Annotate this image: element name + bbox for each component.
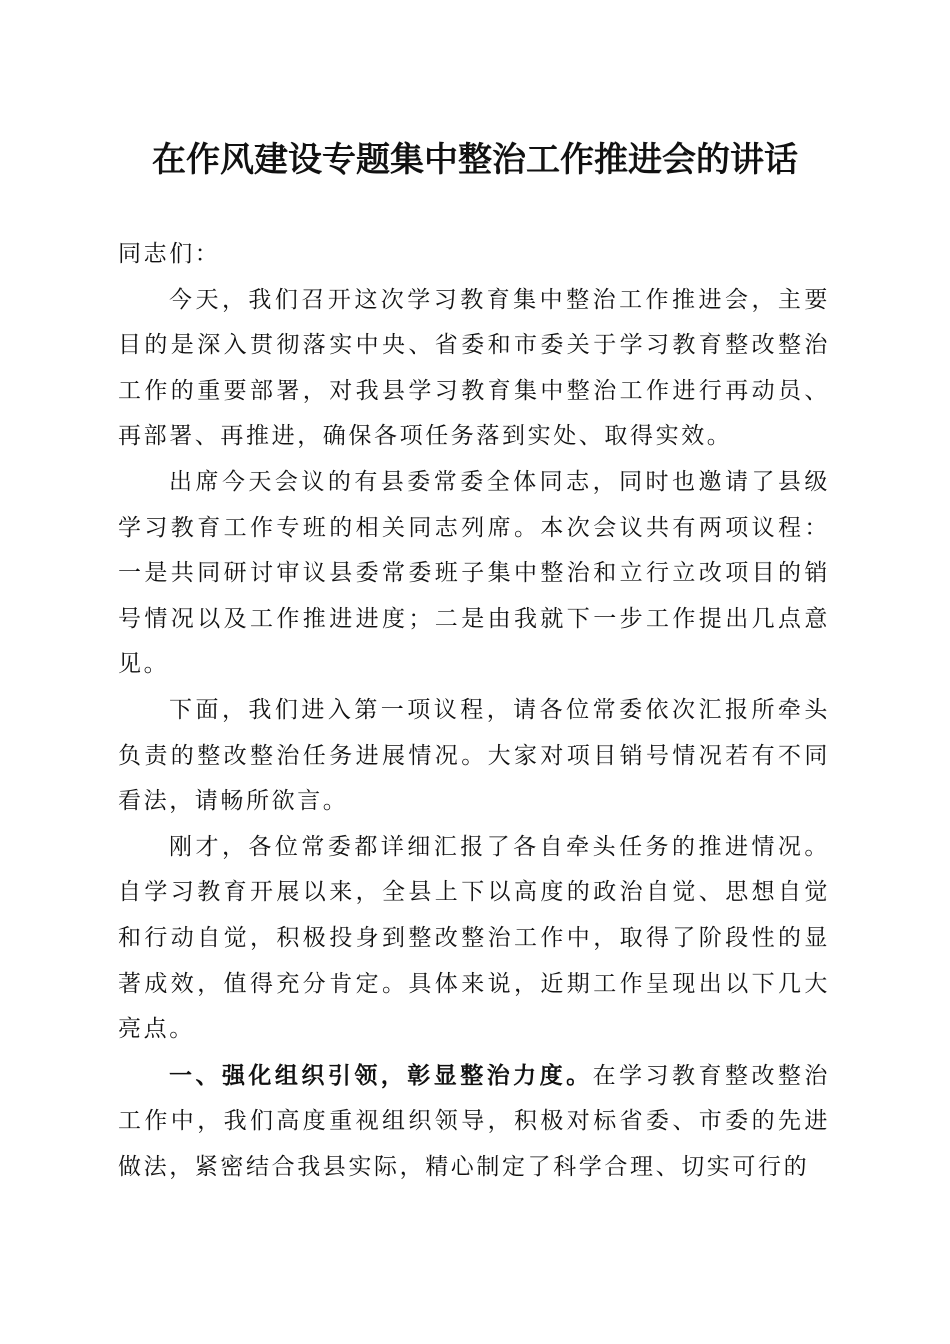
paragraph-5 — [118, 1053, 830, 1191]
paragraph-text: 出席今天会议的有县委常委全体同志，同时也邀请了县级学习教育工作专班的相关同志列席。本次会议共有两项议程：一是共同研讨审议县委常委班子集中整治和立行立改项目的销号情况以及工作推进进度；二是由我就下一步工作提出几点意见。 — [118, 468, 830, 678]
paragraph-text: 今天，我们召开这次学习教育集中整治工作推进会，主要目的是深入贯彻落实中央、省委和市委关于学习教育整改整治工作的重要部署，对我县学习教育集中整治工作进行再动员、再部署、再推进，确保各项任务落到实处、取得实效。 — [118, 286, 830, 450]
section-heading: 一、强化组织引领，彰显整治力度。 — [169, 1061, 593, 1089]
paragraph-2 — [118, 460, 830, 688]
document-title: 在作风建设专题集中整治工作推进会的讲话 — [152, 140, 798, 180]
paragraph-3 — [118, 688, 830, 825]
document-body — [118, 232, 830, 1190]
paragraph-1 — [118, 278, 830, 460]
paragraph-text: 刚才，各位常委都详细汇报了各自牵头任务的推进情况。自学习教育开展以来，全县上下以高度的政治自觉、思想自觉和行动自觉，积极投身到整改整治工作中，取得了阶段性的显著成效，值得充分肯定。具体来说，近期工作呈现出以下几大亮点。 — [118, 833, 830, 1043]
paragraph-text: 下面，我们进入第一项议程，请各位常委依次汇报所牵头负责的整改整治任务进展情况。大家对项目销号情况若有不同看法，请畅所欲言。 — [118, 696, 830, 815]
paragraph-4 — [118, 825, 830, 1053]
paragraph-text: 在学习教育整改整治工作中，我们高度重视组织领导，积极对标省委、市委的先进做法，紧密结合我县实际，精心制定了科学合理、切实可行的 — [118, 1062, 830, 1180]
salutation: 同志们： — [118, 241, 221, 267]
